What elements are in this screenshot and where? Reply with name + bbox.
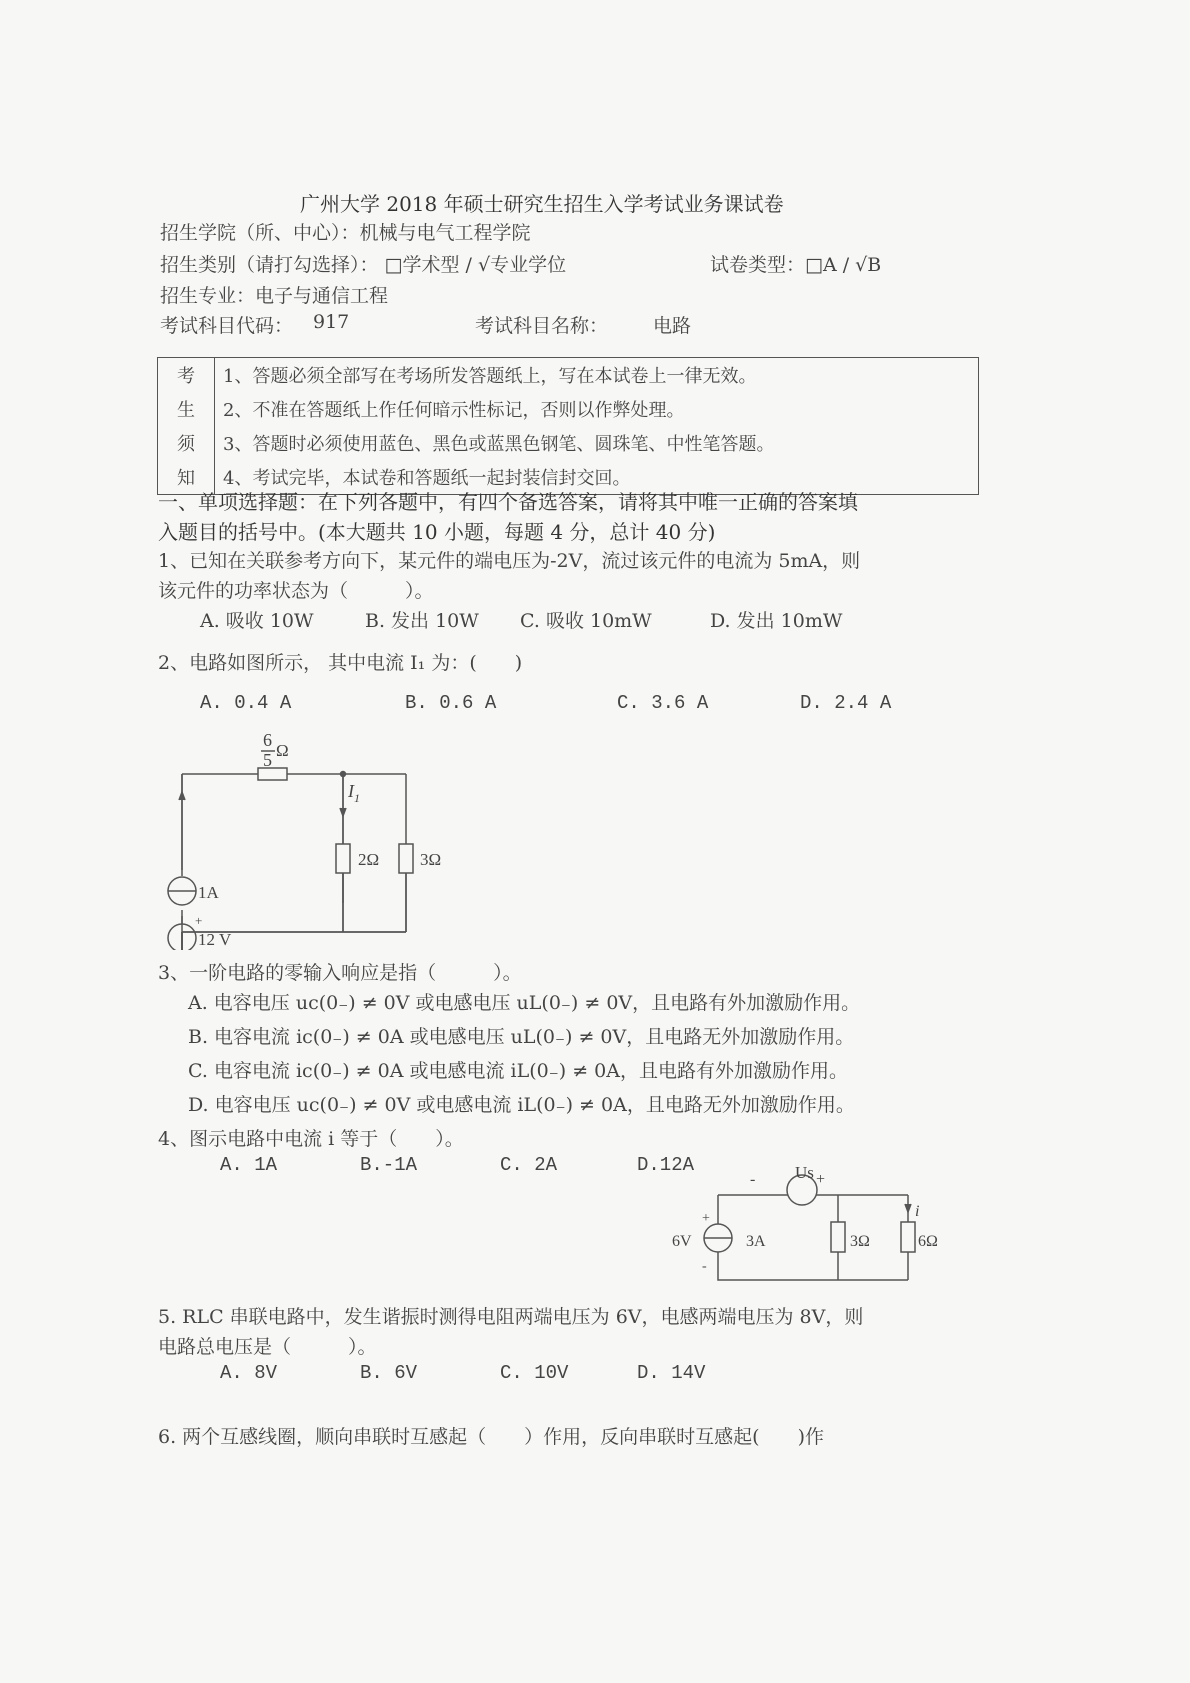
r1-ohm: Ω bbox=[276, 741, 289, 760]
r2-label: 2Ω bbox=[358, 850, 380, 869]
current-i-label: i bbox=[915, 1203, 920, 1220]
current-i1: $I_1$ bbox=[348, 781, 360, 805]
q2-option-b: B. 0.6 A bbox=[405, 692, 497, 714]
us-label: Us bbox=[795, 1163, 814, 1182]
q4-stem: 4、图示电路中电流 i 等于（ ）。 bbox=[158, 1128, 464, 1150]
q5-option-a: A. 8V bbox=[220, 1362, 278, 1384]
q4-option-d: D.12A bbox=[637, 1154, 695, 1176]
v-minus: - bbox=[702, 1259, 707, 1274]
notice-item: 3、答题时必须使用蓝色、黑色或蓝黑色钢笔、圆珠笔、中性笔答题。 bbox=[223, 434, 775, 455]
paper-type: 试卷类型：□A / √B bbox=[710, 254, 882, 276]
q2-option-d: D. 2.4 A bbox=[800, 692, 892, 714]
q3-option-d: D. 电容电压 uc(0₋) ≠ 0V 或电感电流 iL(0₋) ≠ 0A，且电路无外加激励作用。 bbox=[188, 1094, 855, 1116]
q4-option-b: B.-1A bbox=[360, 1154, 418, 1176]
voltage-source-label: 12 V bbox=[198, 930, 232, 949]
subject-label: 考试科目名称： bbox=[475, 315, 609, 337]
code: 917 bbox=[313, 311, 350, 333]
q3-option-b: B. 电容电流 ic(0₋) ≠ 0A 或电感电压 uL(0₋) ≠ 0V，且电路无外加激励作用。 bbox=[188, 1026, 855, 1048]
current-source-label: 1A bbox=[198, 883, 219, 902]
q5-option-d: D. 14V bbox=[637, 1362, 706, 1384]
us-plus: + bbox=[816, 1171, 826, 1188]
plus-sign: + bbox=[195, 913, 203, 928]
category: 招生类别（请打勾选择）： □学术型 / √专业学位 bbox=[160, 254, 567, 276]
us-minus: - bbox=[750, 1171, 756, 1188]
notice-item: 1、答题必须全部写在考场所发答题纸上，写在本试卷上一律无效。 bbox=[223, 366, 757, 387]
q3-option-a: A. 电容电压 uc(0₋) ≠ 0V 或电感电压 uL(0₋) ≠ 0V，且电路有外加激励作用。 bbox=[188, 992, 861, 1014]
q5-stem-2: 电路总电压是（ ）。 bbox=[158, 1336, 377, 1358]
section-heading-2: 入题目的括号中。(本大题共 10 小题，每题 4 分，总计 40 分) bbox=[158, 520, 716, 544]
q5-option-c: C. 10V bbox=[500, 1362, 569, 1384]
r1-label: 3Ω bbox=[850, 1233, 870, 1250]
notice-item: 4、考试完毕，本试卷和答题纸一起封装信封交回。 bbox=[223, 468, 631, 489]
notice-item: 2、不准在答题纸上作任何暗示性标记，否则以作弊处理。 bbox=[223, 400, 685, 421]
notice-side: 生 bbox=[158, 392, 215, 426]
q1-option-c: C. 吸收 10mW bbox=[520, 610, 652, 632]
r3-label: 3Ω bbox=[420, 850, 442, 869]
notice-side: 知 bbox=[158, 460, 215, 495]
q3-option-c: C. 电容电流 ic(0₋) ≠ 0A 或电感电流 iL(0₋) ≠ 0A，且电路有外加激励作用。 bbox=[188, 1060, 848, 1082]
college: 招生学院（所、中心）：机械与电气工程学院 bbox=[160, 222, 531, 244]
q2-option-a: A. 0.4 A bbox=[200, 692, 292, 714]
q4-option-c: C. 2A bbox=[500, 1154, 558, 1176]
r1-denominator: 5 bbox=[263, 750, 272, 770]
q2-stem: 2、电路如图所示， 其中电流 I₁ 为：( ) bbox=[158, 652, 523, 674]
q1-option-b: B. 发出 10W bbox=[365, 610, 479, 632]
q1-option-d: D. 发出 10mW bbox=[710, 610, 843, 632]
r1-numerator: 6 bbox=[263, 730, 272, 750]
q2-option-c: C. 3.6 A bbox=[617, 692, 709, 714]
notice-table bbox=[157, 357, 979, 495]
code-label: 考试科目代码： bbox=[160, 315, 294, 337]
q5-option-b: B. 6V bbox=[360, 1362, 418, 1384]
q1-option-a: A. 吸收 10W bbox=[200, 610, 314, 632]
q5-stem: 5. RLC 串联电路中，发生谐振时测得电阻两端电压为 6V，电感两端电压为 8V，则 bbox=[158, 1306, 864, 1328]
q2-circuit-diagram bbox=[150, 720, 470, 950]
exam-title: 广州大学 2018 年硕士研究生招生入学考试业务课试卷 bbox=[300, 192, 784, 216]
subject: 电路 bbox=[653, 315, 692, 337]
major: 招生专业：电子与通信工程 bbox=[160, 285, 389, 307]
notice-side: 须 bbox=[158, 426, 215, 460]
q1-stem: 1、已知在关联参考方向下，某元件的端电压为-2V，流过该元件的电流为 5mA，则 bbox=[158, 550, 861, 572]
current-source-label: 3A bbox=[746, 1233, 766, 1250]
notice-side: 考 bbox=[158, 358, 215, 393]
q3-stem: 3、一阶电路的零输入响应是指（ ）。 bbox=[158, 962, 522, 984]
q6-stem: 6. 两个互感线圈，顺向串联时互感起（ ）作用，反向串联时互感起( )作 bbox=[158, 1426, 824, 1448]
q4-circuit-diagram bbox=[660, 1160, 950, 1290]
r2-label: 6Ω bbox=[918, 1233, 938, 1250]
section-heading: 一、单项选择题：在下列各题中，有四个备选答案，请将其中唯一正确的答案填 bbox=[158, 490, 858, 514]
v-plus: + bbox=[702, 1211, 710, 1226]
q4-option-a: A. 1A bbox=[220, 1154, 278, 1176]
q1-stem-2: 该元件的功率状态为（ ）。 bbox=[158, 580, 434, 602]
voltage-label: 6V bbox=[672, 1233, 692, 1250]
